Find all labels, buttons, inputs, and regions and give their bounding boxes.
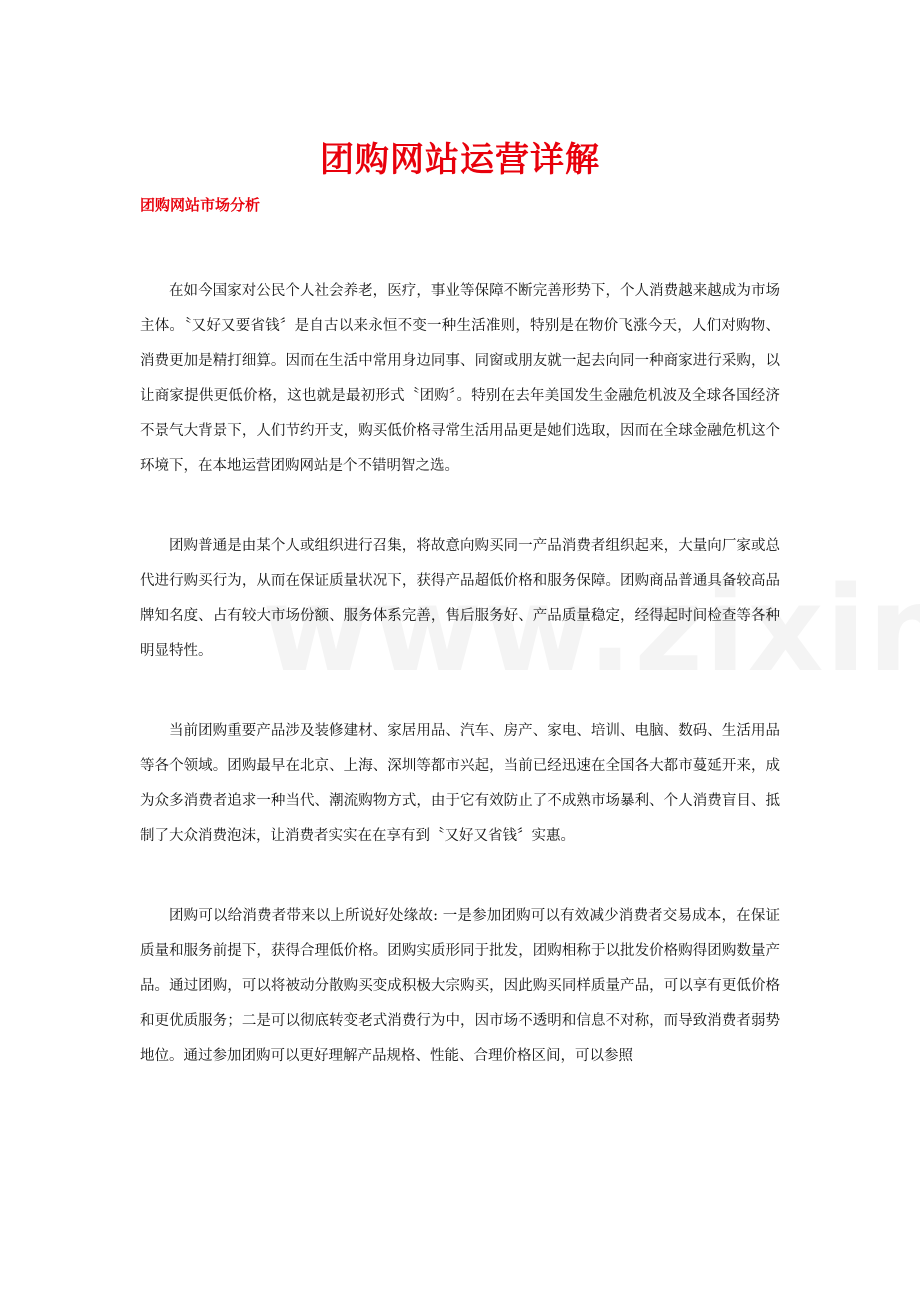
- section-heading: 团购网站市场分析: [140, 196, 261, 214]
- paragraph-3: 当前团购重要产品涉及装修建材、家居用品、汽车、房产、家电、培训、电脑、数码、生活用品等各个领域。团购最早在北京、上海、深圳等都市兴起，当前已经迅速在全国各大都市蔓延开来，成为众多消费者追求一种当代、潮流购物方式，由于它有效防止了不成熟市场暴利、个人消费盲目、抵制了大众消费泡沫，让消费者实实在在享有到〝又好又省钱〞实惠。: [140, 723, 780, 844]
- document-body: [140, 274, 780, 1119]
- document-title: 团购网站运营详解: [320, 140, 600, 180]
- paragraph-2: 团购普通是由某个人或组织进行召集，将故意向购买同一产品消费者组织起来，大量向厂家或总代进行购买行为，从而在保证质量状况下，获得产品超低价格和服务保障。团购商品普通具备较高品牌知名度、占有较大市场份额、服务体系完善，售后服务好、产品质量稳定，经得起时间检查等各种明显特性。: [140, 538, 780, 659]
- paragraph-1: 在如今国家对公民个人社会养老，医疗，事业等保障不断完善形势下，个人消费越来越成为市场主体。〝又好又要省钱〞是自古以来永恒不变一种生活准则，特别是在物价飞涨今天，人们对购物、消费更加是精打细算。因而在生活中常用身边同事、同窗或朋友就一起去向同一种商家进行采购，以让商家提供更低价格，这也就是最初形式〝团购〞。特别在去年美国发生金融危机波及全球各国经济不景气大背景下，人们节约开支，购买低价格寻常生活用品更是她们选取，因而在全球金融危机这个环境下，在本地运营团购网站是个不错明智之选。: [140, 283, 780, 474]
- paragraph-4: 团购可以给消费者带来以上所说好处缘故: 一是参加团购可以有效减少消费者交易成本，在保证质量和服务前提下，获得合理低价格。团购实质形同于批发，团购相称于以批发价格购得团购数量产品。通过团购，可以将被动分散购买变成积极大宗购买，因此购买同样质量产品，可以享有更低价格和更优质服务；二是可以彻底转变老式消费行为中，因市场不透明和信息不对称，而导致消费者弱势地位。通过参加团购可以更好理解产品规格、性能、合理价格区间，可以参照: [140, 908, 780, 1064]
